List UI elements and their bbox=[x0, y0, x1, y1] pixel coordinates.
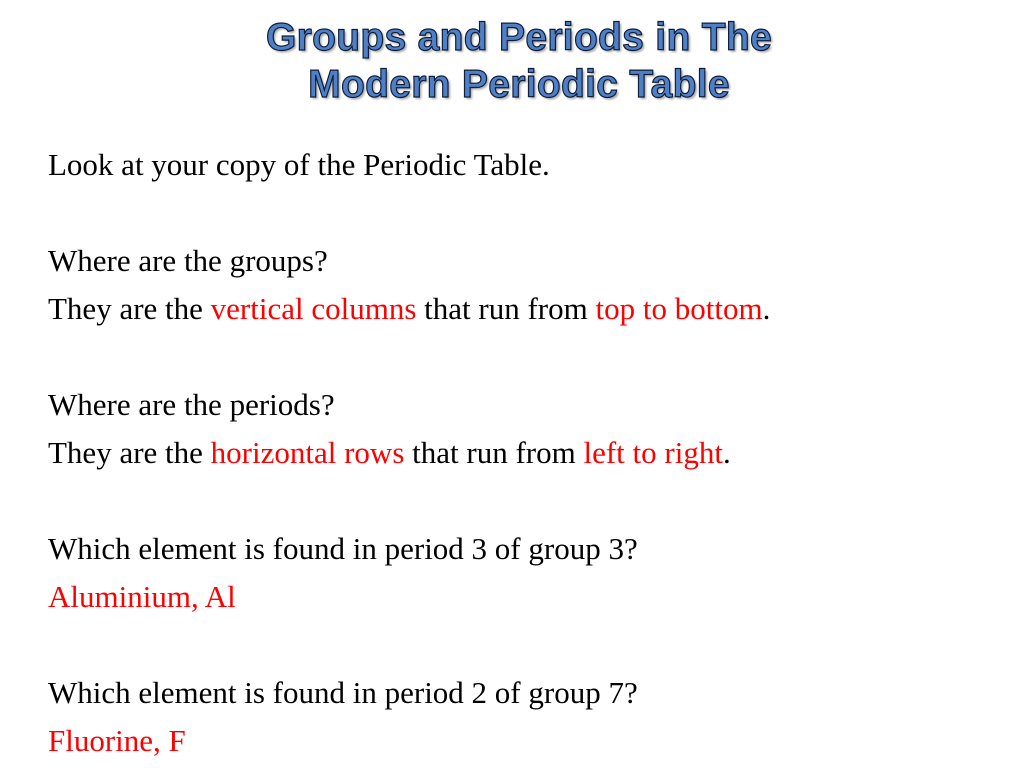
intro-text: Look at your copy of the Periodic Table. bbox=[48, 147, 550, 182]
answer-periods-end: . bbox=[722, 435, 731, 470]
spacer bbox=[48, 189, 1008, 237]
question-periods: Where are the periods? bbox=[48, 387, 335, 422]
spacer bbox=[48, 477, 1008, 525]
question-groups: Where are the groups? bbox=[48, 243, 328, 278]
question-period3-group3: Which element is found in period 3 of group 3? bbox=[48, 531, 638, 566]
answer-groups-prefix: They are the bbox=[48, 291, 211, 326]
answer-periods-highlight-2: left to right bbox=[583, 435, 723, 470]
answer-periods-prefix: They are the bbox=[48, 435, 211, 470]
slide-body bbox=[48, 141, 1008, 765]
answer-period2-group7: Fluorine, F bbox=[48, 723, 186, 758]
spacer bbox=[48, 333, 1008, 381]
title-line-2: Modern Periodic Table bbox=[308, 63, 730, 106]
answer-groups bbox=[48, 285, 1008, 333]
spacer bbox=[48, 621, 1008, 669]
answer-groups-highlight-2: top to bottom bbox=[595, 291, 763, 326]
slide-title bbox=[0, 14, 1024, 108]
answer-groups-highlight-1: vertical columns bbox=[210, 291, 417, 326]
question-period2-group7: Which element is found in period 2 of group 7? bbox=[48, 675, 638, 710]
answer-groups-end: . bbox=[762, 291, 771, 326]
answer-groups-middle: that run from bbox=[416, 291, 596, 326]
answer-periods bbox=[48, 429, 1008, 477]
answer-period3-group3: Aluminium, Al bbox=[48, 579, 236, 614]
answer-periods-middle: that run from bbox=[404, 435, 584, 470]
answer-periods-highlight-1: horizontal rows bbox=[210, 435, 405, 470]
title-line-1: Groups and Periods in The bbox=[266, 16, 772, 59]
